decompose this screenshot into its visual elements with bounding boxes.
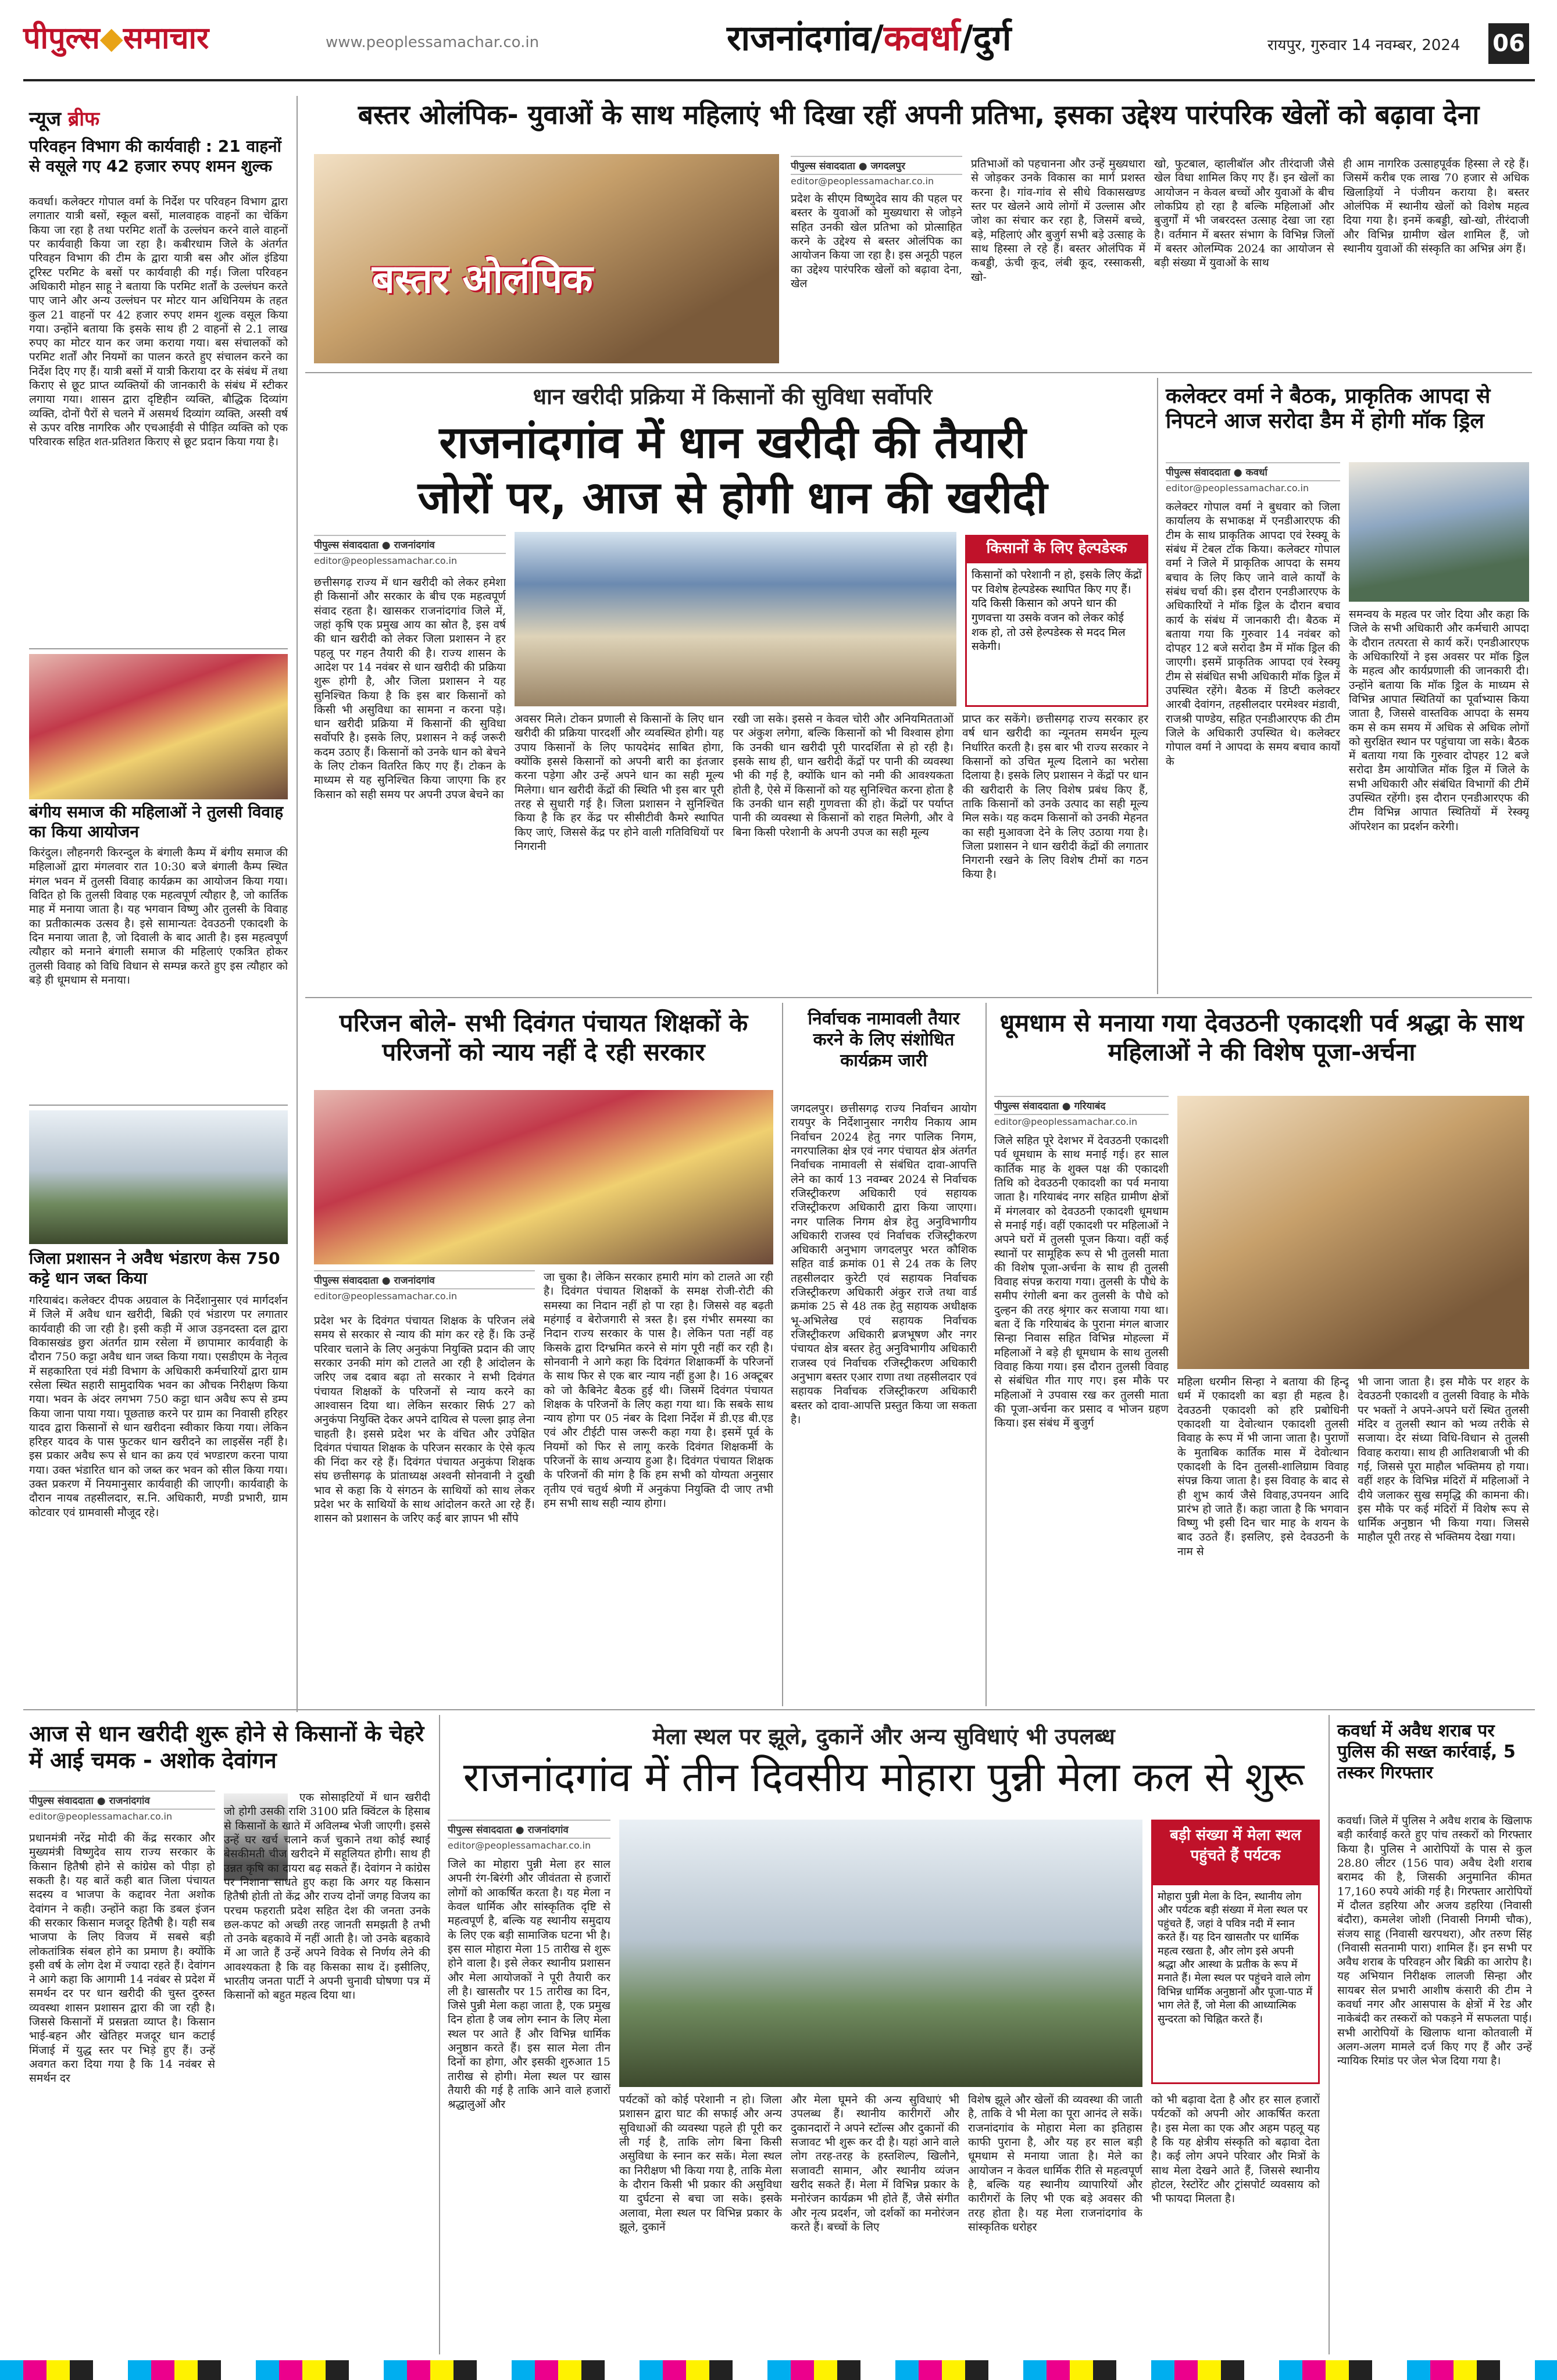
dhan-byline: पीपुल्स संवाददाता ● राजनांदगांव xyxy=(314,535,506,554)
mockdrill-email[interactable]: editor@peoplessamachar.co.in xyxy=(1166,483,1309,494)
story-transport-headline: परिवहन विभाग की कार्यवाही : 21 वाहनों से वसूले गए 42 हजार रुपए शमन शुल्क xyxy=(29,137,281,176)
ekadashi-col-2: महिला धरमीन सिन्हा ने बताया की हिन्दू धर्म में एकादशी का बड़ा ही महत्व है। देवउठनी एकादशी को हरि प्रबोधिनी एकादशी या देवोत्थान एकादशी तुलसी विवाह के रूप में भी जाना जाता है। पुराणों के मुताबिक कार्तिक मास में देवोत्थान एकादशी के दिन तुलसी-शालिग्राम विवाह संपन्न किया जाता है। इस विवाह के बाद से ही शुभ कार्य जैसे विवाह,उपनयन आदि प्रारंभ हो जाते हैं। कहा जाता है कि भगवान विष्णु भी इसी दिन चार माह के शयन के बाद उठते हैं। इसलिए, इसे देवउठनी के नाम से xyxy=(1177,1375,1349,1558)
bastar-byline: पीपुल्स संवाददाता ● जगदलपुर xyxy=(791,156,962,175)
ashok-col-left: प्रधानमंत्री नरेंद्र मोदी की केंद्र सरकार और मुख्यमंत्री विष्णुदेव साय राज्य सरकार के किसान हितैषी होने से कांग्रेस को पीड़ा हो सकती है। यह बातें कही बात जिला पंचायत सदस्य व भाजपा के कद्दावर नेता अशोक देवांगन ने कही। उन्होंने कहा कि डबल इंजन की सरकार किसान मजदूर हितैषी है। यही सब भाजपा के लिए विजय में सबसे बड़ी लोकतांत्रिक संबल होने का प्रमाण है। क्योंकि इसी वर्ष के लोग देश में ज्यादा रहते हैं। देवांगन ने आगे कहा कि आगामी 14 नवंबर से प्रदेश में समर्थन दर पर धान खरीदी की चुस्त दुरुस्त व्यवस्था शासन प्रशासन द्वारा की जा रही है। जिससे किसानों में प्रसन्नता व्याप्त है। किसान भाई-बहन और खेतिहर मजदूर धान कटाई मिंजाई में युद्ध स्तर पर भिड़े हुए हैं। उन्हें अवगत करा दिया गया है कि 14 नवंबर से समर्थन दर xyxy=(29,1832,215,2085)
nirvachan-headline: निर्वाचक नामावली तैयार करने के लिए संशोधित कार्यक्रम जारी xyxy=(808,1009,960,1071)
bastar-olympic-headline: बस्तर ओलंपिक- युवाओं के साथ महिलाएं भी दिखा रहीं अपनी प्रतिभा, इसका उद्देश्य पारंपरिक खेलों को बढ़ावा देना xyxy=(358,99,1480,130)
bastar-col-4: ही आम नागरिक उत्साहपूर्वक हिस्सा ले रहे हैं। जिसमें करीब एक लाख 70 हजार से अधिक खिलाड़ियों ने पंजीयन कराया है। बस्तर ओलंपिक में स्थानीय खेलों को विशेष महत्व दिया गया है। इनमें कबड्डी, खो-खो, तीरंदाजी और विभिन्न ग्रामीण खेल शामिल हैं, जो स्थानीय युवाओं की संस्कृति का अभिन्न अंग हैं। xyxy=(1343,158,1529,255)
mela-col-5: को भी बढ़ावा देता है और हर साल हजारों पर्यटकों को अपनी ओर आकर्षित करता है। इस मेला का एक और अहम पहलू यह है कि यह क्षेत्रीय संस्कृति को बढ़ावा देता है। कई लोग अपने परिवार और मित्रों के साथ मेला देखने आते हैं, जिससे स्थानीय होटल, रेस्टोरेंट और ट्रांसपोर्ट व्यवसाय को भी फायदा मिलता है। xyxy=(1151,2093,1320,2206)
dhan-kicker: धान खरीदी प्रक्रिया में किसानों की सुविधा सर्वोपरि xyxy=(533,384,933,409)
nirvachan-body: जगदलपुर। छत्तीसगढ़ राज्य निर्वाचन आयोग रायपुर के निर्देशानुसार नगरीय निकाय आम निर्वाचन 2024 हेतु नगर पालिक निगम, नगरपालिका क्षेत्र एवं नगर पंचायत क्षेत्र अंतर्गत निर्वाचक नामावली से संबंधित दावा-आपत्ति लेने का कार्य 13 नवम्बर 2024 से निर्वाचक रजिस्ट्रीकरण अधिकारी एवं सहायक रजिस्ट्रीकरण अधिकारी द्वारा किया जाएगा। नगर पालिक निगम क्षेत्र हेतु अनुविभागीय अधिकारी राजस्व एवं निर्वाचक रजिस्ट्रीकरण अधिकारी अनुभाग जगदलपुर भरत कौशिक सहित वार्ड क्रमांक 01 से 24 तक के लिए तहसीलदार कुरेटी एवं सहायक निर्वाचक रजिस्ट्रीकरण अधिकारी अंकुर राजे तथा वार्ड क्रमांक 25 से 48 तक हेतु सहायक अधीक्षक भू-अभिलेख एवं सहायक निर्वाचक रजिस्ट्रीकरण अधिकारी ब्रजभूषण और नगर पंचायत क्षेत्र बस्तर हेतु अनुविभागीय अधिकारी राजस्व एवं निर्वाचक रजिस्ट्रीकरण अधिकारी अनुभाग बस्तर एआर राणा तथा तहसीलदार एवं सहायक निर्वाचक रजिस्ट्रीकरण अधिकारी बस्तर को दावा-आपत्ति प्रस्तुत किया जा सकता है। xyxy=(791,1102,977,1426)
ekadashi-email[interactable]: editor@peoplessamachar.co.in xyxy=(994,1116,1138,1127)
mela-box-text: मोहारा पुन्नी मेला के दिन, स्थानीय लोग और पर्यटक बड़ी संख्या में मेला स्थल पर पहुंचते हैं, जहां वे पवित्र नदी में स्नान करते हैं। यह दिन खासतौर पर धार्मिक महत्व रखता है, और लोग इसे अपनी श्रद्धा और आस्था के प्रतीक के रूप में मनाते हैं। मेला स्थल पर पहुंचने वाले लोग विभिन्न धार्मिक अनुष्ठानों और पूजा-पाठ में भाग लेते हैं, जो मेला की आध्यात्मिक सुन्दरता को चिह्नित करते हैं। xyxy=(1151,1884,1320,2084)
paddy-seizure-photo xyxy=(29,1110,288,1244)
sharab-body: कवर्धा। जिले में पुलिस ने अवैध शराब के खिलाफ बड़ी कार्रवाई करते हुए पांच तस्करों को गिरफ्तार किया है। पुलिस ने आरोपियों के पास से कुल 28.80 लीटर (156 पाव) अवैध देशी शराब बरामद की है, जिसकी अनुमानित कीमत 17,160 रुपये आंकी गई है। गिरफ्तार आरोपियों में दौलत डहरिया और अजय डहरिया (निवासी बंदौरा), कमलेश जोशी (निवासी निगमी चौक), संजय साहू (निवासी खरपथरा), और तरुण सिंह (निवासी सतनामी पारा) शामिल हैं। इन सभी पर अवैध शराब के परिवहन और बिक्री का आरोप है। यह अभियान निरीक्षक लालजी सिन्हा और सायबर सेल प्रभारी आशीष कंसारी की टीम ने कवर्धा नगर और आसपास के क्षेत्रों में रेड और नाकेबंदी कर तस्करों को पकड़ने में सफलता पाई। सभी आरोपियों के खिलाफ थाना कोतवाली में अलग-अलग मामले दर्ज किए गए हैं और उन्हें न्यायिक रिमांड पर जेल भेज दिया गया है। xyxy=(1337,1814,1532,2068)
parijan-col-2: जा चुका है। लेकिन सरकार हमारी मांग को टालते आ रही है। दिवंगत पंचायत शिक्षकों के समक्ष रोजी-रोटी की समस्या का निदान नहीं हो पा रहा है। जिससे वह बढ़ती महंगाई व बेरोजगारी से त्रस्त है। इस गंभीर समस्या का निदान राज्य सरकार के पास है। लेकिन पता नहीं वह किसके द्वारा दिग्भ्रमित करने से मांग पूरी नहीं कर रही है। सोनवानी ने आगे कहा कि दिवंगत शिक्षाकर्मी के परिजनों के साथ फिर से एक बार न्याय नहीं हुआ है। 16 अक्टूबर को जो कैबिनेट बैठक हुई थी। जिसमें दिवंगत पंचायत शिक्षक के परिजनों के लिए कहा गया था। कि सबके साथ न्याय होगा पर 05 नंबर के दिशा निर्देश में डी.एड बी.एड एवं और टीईटी पास जरूरी कहा गया है। इसमें पूर्व के नियमों को फिर से लागू करके दिवंगत शिक्षकर्मी के परिजनों के साथ अन्याय हुआ है। दिवंगत पंचायत शिक्षक के परिजनों की मांग है कि हम सभी को योग्यता अनुसार तृतीय एवं चतुर्थ श्रेणी में अनुकंपा नियुक्ति दी जाए तभी हम सभी साथ सही न्याय होगा। xyxy=(544,1271,773,1510)
website-url[interactable]: www.peoplessamachar.co.in xyxy=(326,34,540,51)
ashok-byline: पीपुल्स संवाददाता ● राजनांदगांव xyxy=(29,1791,215,1810)
section-title: राजनांदगांव/कवर्धा/दुर्ग xyxy=(727,18,1012,59)
ekadashi-col-3: भी जाना जाता है। इस मौके पर शहर के देवउठनी एकादशी व तुलसी विवाह के मौके पर भक्तों ने अपने-अपने घरों स्थित तुलसी मंदिर व तुलसी स्थान को भव्य तरीके से सजाया। देर संध्या विधि-विधान से तुलसी विवाह कराया। साथ ही आतिशबाजी भी की गई, जिससे पूरा माहौल भक्तिमय हो गया। वहीं शहर के विभिन्न मंदिरों में महिलाओं ने दीये जलाकर सुख समृद्धि की कामना की। इस मौके पर कई मंदिरों में विशेष रूप से धार्मिक अनुष्ठान भी किया गया। जिससे माहौल पूरी तरह से भक्तिमय देखा गया। xyxy=(1358,1375,1529,1544)
dhan-col-1: छत्तीसगढ़ राज्य में धान खरीदी को लेकर हमेशा ही किसानों और सरकार के बीच एक महत्वपूर्ण संवाद रहता है। खासकर राजनांदगांव जिले में, जहां कृषि एक प्रमुख आय का स्रोत है, इस वर्ष की धान खरीदी को लेकर जिला प्रशासन ने हर पहलू पर गहन तैयारी की है। राज्य शासन के आदेश पर 14 नवंबर से धान खरीदी की प्रक्रिया शुरू होगी है, और जिला प्रशासन ने यह सुनिश्चित किया है कि इस बार किसानों को किसी भी असुविधा का सामना न करना पड़े। धान खरीदी प्रक्रिया में किसानों की सुविधा सर्वोपरि है। इसके लिए, प्रशासन ने कई जरूरी कदम उठाए हैं। किसानों को उनके धान को बेचने के लिए टोकन वितरित किए गए हैं। टोकन के माध्यम से यह सुनिश्चित किया जाएगा कि हर किसान को सही समय पर अपनी उपज बेचने का xyxy=(314,576,506,801)
mela-kicker: मेला स्थल पर झूले, दुकानें और अन्य सुविधाएं भी उपलब्ध xyxy=(652,1724,1115,1749)
bastar-col-1: प्रदेश के सीएम विष्णुदेव साय की पहल पर बस्तर के युवाओं को मुख्यधारा से जोड़ने सहित उनकी खेल प्रतिभा को प्रोत्साहित करने के उद्देश्य से बस्तर ओलंपिक का आयोजन किया जा रहा है। इस अनूठी पहल का उद्देश्य पारंपरिक खेलों को बढ़ावा देना, खेल xyxy=(791,192,962,290)
ekadashi-col-1: जिले सहित पूरे देशभर में देवउठनी एकादशी पर्व धूमधाम के साथ मनाई गई। हर साल कार्तिक माह के शुक्ल पक्ष की एकादशी तिथि को देवउठनी एकादशी का पर्व मनाया जाता है। गरियाबंद नगर सहित ग्रामीण क्षेत्रों में मंगलवार को देवउठनी एकादशी धूमधाम से मनाई गई। वहीं एकादशी पर महिलाओं ने अपने घरों में तुलसी पूजन किया। वहीं कई स्थानों पर सामूहिक रूप से भी तुलसी माता की विशेष पूजा-अर्चना के साथ ही तुलसी विवाह संपन्न कराया गया। तुलसी के पौधे के समीप रंगोली बना कर तुलसी के पौधे को दुल्हन की तरह श्रृंगार कर सजाया गया था। बता दें कि गरियाबंद के पुराना मंगल बाजार सिन्हा निवास सहित विभिन्न मोहल्ला में महिलाओं ने बड़े ही धूमधाम के साथ तुलसी विवाह किया गया। इस दौरान तुलसी विवाह से संबंधित गीत गाए गए। इस मौके पर महिलाओं ने उपवास रख कर तुलसी माता की पूजा-अर्चना कर प्रसाद व भोजन ग्रहण किया। इस संबंध में बुजुर्ग xyxy=(994,1134,1169,1430)
dhan-col-2: अवसर मिले। टोकन प्रणाली से किसानों के लिए धान खरीदी की प्रक्रिया पारदर्शी और व्यवस्थित होगी। यह उपाय किसानों के लिए फायदेमंद साबित होगा, क्योंकि इससे किसानों को अपनी बारी का इंतजार करना पड़ेगा और उन्हें अपने धान का सही मूल्य मिलेगा। धान खरीदी केंद्रों की स्थिति भी इस बार पूरी तरह से सुधारी गई है। जिला प्रशासन ने सुनिश्चित किया है कि हर केंद्र पर सीसीटीवी कैमरे स्थापित किए जाएं, जिससे केंद्र पर होने वाली गतिविधियों पर निगरानी xyxy=(515,713,724,853)
dhan-email[interactable]: editor@peoplessamachar.co.in xyxy=(314,555,458,566)
mockdrill-headline: कलेक्टर वर्मा ने बैठक, प्राकृतिक आपदा से निपटने आज सरोदा डैम में होगी मॉक ड्रिल xyxy=(1166,384,1491,434)
bastar-email[interactable]: editor@peoplessamachar.co.in xyxy=(791,176,934,187)
mela-col-1: जिले का मोहारा पुन्नी मेला हर साल अपनी रंग-बिरंगी और जीवंतता से हजारों लोगों को आकर्षित करता है। यह मेला न केवल धार्मिक और सांस्कृतिक दृष्टि से महत्वपूर्ण है, बल्कि यह स्थानीय समुदाय के लिए एक बड़ी सामाजिक घटना भी है। इस साल मोहारा मेला 15 तारीख से शुरू होने वाला है। इसे लेकर स्थानीय प्रशासन और मेला आयोजकों ने पूरी तैयारी कर ली है। खासतौर पर 15 तारीख का दिन, जिसे पुन्नी मेला कहा जाता है, एक प्रमुख दिन होता है जब लोग स्नान के लिए मेला स्थल पर आते हैं और विभिन्न धार्मिक अनुष्ठान करते हैं। इस साल मेला तीन दिनों का होगा, और इसकी शुरुआत 15 तारीख से होगी। मेला स्थल पर खास तैयारी की गई है ताकि आने वाले हजारों श्रद्धालुओं और xyxy=(448,1858,610,2111)
mela-col-3: और मेला घूमने की अन्य सुविधाएं भी उपलब्ध हैं। स्थानीय कारीगरों और दुकानदारों ने अपने स्टॉल्स और दुकानों की सजावट भी शुरू कर दी है। यहां आने वाले लोग तरह-तरह के हस्तशिल्प, खिलौने, सजावटी सामान, और स्थानीय व्यंजन खरीद सकते हैं। मेला में विभिन्न प्रकार के मनोरंजन कार्यक्रम भी होते हैं, जैसे संगीत और नृत्य प्रदर्शन, जो दर्शकों का मनोरंजन करते हैं। बच्चों के लिए xyxy=(791,2093,959,2234)
mela-fairground-photo xyxy=(619,1820,1142,2087)
mela-byline: पीपुल्स संवाददाता ● राजनांदगांव xyxy=(448,1820,610,1839)
newspaper-logo[interactable]: पीपुल्स◆समाचार xyxy=(23,21,209,56)
mela-email[interactable]: editor@peoplessamachar.co.in xyxy=(448,1840,591,1851)
sharab-headline: कवर्धा में अवैध शराब पर पुलिस की सख्त कार्रवाई, 5 तस्कर गिरफ्तार xyxy=(1337,1721,1516,1783)
dhan-col-3: रखी जा सके। इससे न केवल चोरी और अनियमितताओं पर अंकुश लगेगा, बल्कि किसानों को भी विश्वास होगा कि उनकी धान खरीदी पूरी पारदर्शिता से हो रही है। इसके साथ ही, धान खरीदी केंद्रों पर पानी की व्यवस्था भी की गई है, क्योंकि धान को नमी की आवश्यकता होती है, ऐसे में किसानों को यह सुनिश्चित करना होता है कि उनकी धान सही गुणवत्ता की हो। केंद्रों पर पर्याप्त पानी की व्यवस्था से किसानों को राहत मिलेगी, और वे बिना किसी परेशानी के अपनी उपज का सही मूल्य xyxy=(733,713,954,839)
parijan-headline: परिजन बोले- सभी दिवंगत पंचायत शिक्षकों के परिजनों को न्याय नहीं दे रही सरकार xyxy=(339,1009,748,1067)
ekadashi-byline: पीपुल्स संवाददाता ● गरियाबंद xyxy=(994,1096,1169,1115)
bastar-col-3: खो, फुटबाल, व्हालीबॉल और तीरंदाजी जैसे खेल विधा शामिल किए गए हैं। इन खेलों का आयोजन न केवल बच्चों और युवाओं के बीच लोकप्रिय हो रहा है बल्कि महिलाओं और बुजुर्गों में भी जबरदस्त उत्साह देखा जा रहा है। वर्तमान में बस्तर संभाग के विभिन्न जिलों में बस्तर ओलम्पिक 2024 का आयोजन से बड़ी संख्या में युवाओं के साथ xyxy=(1154,158,1334,270)
story-transport-body: कवर्धा। कलेक्टर गोपाल वर्मा के निर्देश पर परिवहन विभाग द्वारा लगातार यात्री बसों, स्कूल बसों, मालवाहक वाहनों का चेकिंग किया जा रहा है तथा परमिट शर्तों के उल्लंघन करने वाले वाहनों पर कार्यवाही किया जा रहा है। कबीरधाम जिले के अंतर्गत परिवहन विभाग की टीम के द्वारा यात्री बस और ऑल इंडिया टूरिस्ट परमिट के बसों पर कार्यवाही की गई। जिला परिवहन अधिकारी मोहन साहू ने बताया कि परमिट शर्तों के उल्लंघन करते पाए जाने और अन्य उल्लंघन पर मोटर यान अधिनियम के तहत कुल 21 वाहनों पर 42 हजार रुपए शमन शुल्क वसूल किया गया। उन्होंने बताया कि इसके साथ ही 2 वाहनों से 2.1 लाख रुपए का मोटर यान कर जमा कराया गया। बस संचालकों को परमिट शर्तों और नियमों का पालन करते हुए संचालन करने का निर्देश दिए गए हैं। यात्री बसों में यात्री किराया दर के संबंध में तथा किराए से छूट प्राप्त व्यक्तियों की जानकारी के संबंध में स्टीकर लगाया गया। शासन द्वारा दृष्टिहीन व्यक्ति, बौद्धिक दिव्यांग व्यक्ति, दोनों पैरों से चलने में असमर्थ दिव्यांग व्यक्ति, अस्सी वर्ष से ऊपर वरिष्ठ नागरिक और एचआईवी से पीड़ित व्यक्ति को एक परिवारक सहित शत-प्रतिशत किराए से छूट प्रदान किया गया है। xyxy=(29,195,288,449)
story-paddy-seizure-headline: जिला प्रशासन ने अवैध भंडारण केस 750 कट्टे धान जब्त किया xyxy=(29,1249,280,1288)
mockdrill-byline: पीपुल्स संवाददाता ● कवर्धा xyxy=(1166,462,1340,481)
ashok-headline: आज से धान खरीदी शुरू होने से किसानों के चेहरे में आई चमक - अशोक देवांगन xyxy=(29,1721,424,1773)
mockdrill-meeting-photo xyxy=(1349,462,1529,602)
helpdesk-box-title: किसानों के लिए हेल्पडेस्क xyxy=(965,535,1148,562)
mockdrill-col-1: कलेक्टर गोपाल वर्मा ने बुधवार को जिला कार्यालय के सभाकक्ष में एनडीआरएफ की टीम के साथ प्राकृतिक आपदा एवं रेस्क्यू के संबंध में टेबल टॉक किया। कलेक्टर गोपाल वर्मा ने जिले में प्राकृतिक आपदा के समय बचाव के लिए किए जाने वाले कार्यों के संबंध चर्चा की। इस दौरान एनडीआरएफ के अधिकारियों ने मॉक ड्रिल के दौरान बचाव कार्य के संबंध में जानकारी दी। बैठक में बताया गया कि गुरुवार 14 नवंबर को दोपहर 12 बजे सरोदा डैम में मॉक ड्रिल की जाएगी। इसमें प्राकृतिक आपदा एवं रेस्क्यू टीम से संबंधित सभी अधिकारी मॉक ड्रिल में उपस्थित रहेंगे। बैठक में डिप्टी कलेक्टर आरबी देवांगन, तहसीलदार परमेश्वर मंडावी, राजश्री पाण्डेय, सहित एनडीआरएफ की टीम जिले के अधिकारी उपस्थित थे। कलेक्टर गोपाल वर्मा ने आपदा के समय बचाव कार्यों के xyxy=(1166,501,1340,768)
dhan-col-4: प्राप्त कर सकेंगे। छत्तीसगढ़ राज्य सरकार हर वर्ष धान खरीदी का न्यूनतम समर्थन मूल्य निर्धारित करती है। इस बार भी राज्य सरकार ने किसानों को उचित मूल्य दिलाने का भरोसा दिलाया है। इसके लिए प्रशासन ने केंद्रों पर धान की खरीदारी के लिए विशेष प्रबंध किए हैं, ताकि किसानों को उनके उत्पाद का सही मूल्य मिल सके। यह कदम किसानों को उनकी मेहनत का सही मुआवजा देने के लिए उठाया गया है। जिला प्रशासन ने धान खरीदी केंद्रों की लगातार निगरानी रखने के लिए विशेष टीमों का गठन किया है। xyxy=(962,713,1148,881)
mela-col-4: विशेष झूले और खेलों की व्यवस्था की जाती है, ताकि वे भी मेला का पूरा आनंद ले सकें। राजनांदगांव के मोहारा मेला का इतिहास काफी पुराना है, और यह हर साल बड़ी धूमधाम से मनाया जाता है। मेले का आयोजन न केवल धार्मिक रीति से महत्वपूर्ण है, बल्कि यह स्थानीय व्यापारियों और कारीगरों के लिए भी एक बड़े अवसर की तरह होता है। यह मेला राजनांदगांव के सांस्कृतिक धरोहर xyxy=(968,2093,1142,2234)
tulsi-vivah-photo xyxy=(29,654,288,799)
ashok-col-right: एक सोसाइटियों में धान खरीदी जो होगी उसकी राशि 3100 प्रति क्विंटल के हिसाब से किसानों के खाते में अविलम्ब भेजी जाएगी। इससे उन्हें घर खर्च चलाने कर्ज चुकाने तथा कोई स्थाई बेसकीमती चीज खरीदने में सहूलियत होगी। साथ ही उन्नत कृषि का दायरा बढ़ सकते हैं। देवांगन ने कांग्रेस पर निशाना साधते हुए कहा कि अगर यह किसान हितैषी होती तो केंद्र और राज्य दोनों जगह विजय का परचम फहराती प्रदेश सहित देश की जनता उनके छल-कपट को अच्छी तरह जानती समझती है तभी तो उनके बहकावे में नहीं आती है। जो उनके बहकावे में आ जाते हैं उन्हें अपने विवेक से निर्णय लेने की आवश्यकता है कि वह किसका साथ दें। इसीलिए, भारतीय जनता पार्टी ने अपनी चुनावी घोषणा पत्र में किसानों को बहुत महत्व दिया था। xyxy=(224,1791,430,2002)
print-color-bar xyxy=(0,2360,1557,2380)
parijan-photo xyxy=(314,1090,773,1264)
mela-headline: राजनांदगांव में तीन दिवसीय मोहारा पुन्नी मेला कल से शुरू xyxy=(463,1753,1305,1801)
mela-box-title: बड़ी संख्या में मेला स्थल पहुंचते हैं पर्यटक xyxy=(1151,1820,1320,1884)
story-tulsi-headline: बंगीय समाज की महिलाओं ने तुलसी विवाह का किया आयोजन xyxy=(29,802,284,841)
issue-date: रायपुर, गुरुवार 14 नवम्बर, 2024 xyxy=(1267,37,1460,54)
parijan-col-1: प्रदेश भर के दिवंगत पंचायत शिक्षक के परिजन लंबे समय से सरकार से न्याय की मांग कर रहे हैं। कि उन्हें परिवार चलाने के लिए अनुकंपा नियुक्ति प्रदान की जाए सरकार उनकी मांग को टालते आ रही है आंदोलन के जरिए जब दबाव बढ़ा तो सरकार ने सभी दिवंगत पंचायत शिक्षकों के परिजनों से न्याय करने का आश्वासन दिया था। लेकिन सरकार सिर्फ 27 को अनुकंपा नियुक्ति देकर अपने दायित्व से पल्ला झाड़ लेना चाहती है। इससे प्रदेश भर के वंचित और उपेक्षित दिवंगत पंचायत शिक्षक के परिजन सरकार के ऐसे कृत्य की निंदा कर रहे हैं। दिवंगत पंचायत अनुकंपा शिक्षक संघ छत्तीसगढ़ के प्रांताध्यक्ष अश्वनी सोनवानी ने दुखी भाव से कहा कि ये संगठन के साथियों को साथ लेकर प्रदेश भर के साथियों के साथ आंदोलन करते आ रहे हैं। शासन को प्रशासन के जरिए कई बार ज्ञापन भी सौंपे xyxy=(314,1314,535,1525)
dhan-photo xyxy=(515,532,956,706)
parijan-byline: पीपुल्स संवाददाता ● राजनांदगांव xyxy=(314,1270,535,1289)
ekadashi-headline: धूमधाम से मनाया गया देवउठनी एकादशी पर्व श्रद्धा के साथ महिलाओं ने की विशेष पूजा-अर्चना xyxy=(999,1009,1524,1067)
news-brief-label: न्यूज ब्रीफ xyxy=(29,108,100,131)
helpdesk-box-text: किसानों को परेशानी न हो, इसके लिए केंद्रों पर विशेष हेल्पडेस्क स्थापित किए गए हैं। यदि किसी किसान को अपने धान की गुणवत्ता या उसके वजन को लेकर कोई शक हो, तो उसे हेल्पडेस्क से मदद मिल सकेगी। xyxy=(965,562,1148,707)
mela-col-2: पर्यटकों को कोई परेशानी न हो। जिला प्रशासन द्वारा घाट की सफाई और अन्य सुविधाओं की व्यवस्था पहले ही पूरी कर ली गई है, ताकि लोग बिना किसी असुविधा के स्नान कर सकें। मेला स्थल का निरीक्षण भी किया गया है, ताकि मेला के दौरान किसी भी प्रकार की असुविधा या दुर्घटना से बचा जा सके। इसके अलावा, मेला स्थल पर विभिन्न प्रकार के झूले, दुकानें xyxy=(619,2093,782,2234)
ekadashi-photo xyxy=(1177,1096,1529,1369)
bastar-olympic-overlay: बस्तर ओलंपिक xyxy=(372,256,593,302)
page-number: 06 xyxy=(1488,23,1529,64)
dhan-headline-line2: जोरों पर, आज से होगी धान की खरीदी xyxy=(417,471,1048,523)
dhan-headline-line1: राजनांदगांव में धान खरीदी की तैयारी xyxy=(439,416,1026,468)
story-tulsi-body: किरंदुल। लौहनगरी किरन्दुल के बंगाली कैम्प में बंगीय समाज की महिलाओं द्वारा मंगलवार रात 10:30 बजे बंगाली कैम्प स्थित मंगल भवन में तुलसी विवाह कार्यक्रम का आयोजन किया गया। विदित हो कि तुलसी विवाह एक महत्वपूर्ण त्यौहार है, जो कार्तिक माह में मनाया जाता है। यह भगवान विष्णु और तुलसी के विवाह का प्रतीकात्मक उत्सव है। इसे सामान्यतः देवउठनी एकादशी के दिन मनाया जाता है, जो दिवाली के बाद आती है। इस महत्वपूर्ण त्यौहार को मनाने बंगाली समाज की महिलाएं एकत्रित होकर तुलसी विवाह को विधि विधान से सम्पन्न करते हुए इस त्यौहार को बड़े ही धूमधाम से मनाया। xyxy=(29,846,288,987)
ashok-email[interactable]: editor@peoplessamachar.co.in xyxy=(29,1811,173,1822)
bastar-col-2: प्रतिभाओं को पहचानना और उन्हें मुख्यधारा से जोड़कर उनके विकास का मार्ग प्रशस्त करना है। गांव-गांव से सीधे विकासखण्ड स्तर पर खेलने आये लोगों में उल्लास और जोश का संचार कर रहा है, जिसमें बच्चे, बड़े, महिलाएं और बुजुर्ग सभी बड़े उत्साह के साथ हिस्सा ले रहे हैं। बस्तर ओलंपिक में कबड्डी, ऊंची कूद, लंबी कूद, रस्साकसी, खो- xyxy=(971,158,1145,284)
mockdrill-col-2: समन्वय के महत्व पर जोर दिया और कहा कि जिले के सभी अधिकारी और कर्मचारी आपदा के दौरान तत्परता से कार्य करें। एनडीआरएफ के अधिकारियों ने इस अवसर पर मॉक ड्रिल के महत्व और कार्यप्रणाली की जानकारी दी। उन्होंने बताया कि मॉक ड्रिल के माध्यम से विभिन्न आपात स्थितियों का पूर्वाभ्यास किया जाता है, जिससे वास्तविक आपदा के समय कम से कम समय में अधिक से अधिक लोगों को सुरक्षित स्थान पर पहुंचाया जा सके। बैठक में बताया गया कि गुरुवार दोपहर 12 बजे सरोदा डैम आयोजित मॉक ड्रिल में जिले के सभी अधिकारी और संबंधित विभागों की टीमें उपस्थित रहेंगी। इस दौरान एनडीआरएफ की टीम विभिन्न आपात स्थितियों में रेस्क्यू ऑपरेशन का प्रदर्शन करेगी। xyxy=(1349,608,1529,833)
story-paddy-seizure-body: गरियाबंद। कलेक्टर दीपक अग्रवाल के निर्देशानुसार एवं मार्गदर्शन में जिले में अवैध धान खरीदी, बिक्री एवं भंडारण पर लगातार कार्यवाही की जा रही है। इसी कड़ी में आज उड़नदस्ता दल द्वारा विकासखंड छुरा अंतर्गत ग्राम रसेला में छापामार कार्यवाही के दौरान 750 कट्टा अवैध धान जब्त किया गया। एसडीएम के नेतृत्व में सहकारिता एवं मंडी विभाग के अधिकारी कर्मचारियों द्वारा ग्राम रसेला स्थित सहारी सामुदायिक भवन का औचक निरीक्षण किया गया। भवन के अंदर लगभग 750 कट्टा धान अवैध रूप से डम्प किया जाना पाया गया। पूछताछ करने पर ग्राम का निवासी हरिहर यादव द्वारा किसानों से धान खरीदना स्वीकार किया गया। लेकिन हरिहर यादव के पास फुटकर धान खरीदने का लाइसेंस नहीं है। इस प्रकार अवैध रूप से धान का क्रय एवं भण्डारण करना पाया गया। उक्त भंडारित धान को जब्त कर भवन को सील किया गया। उक्त प्रकरण में नियमानुसार कार्यवाही की जाएगी। कार्यवाही के दौरान नायब तहसीलदार, स.नि. अधिकारी, मण्डी प्रभारी, ग्राम कोटवार एवं ग्रामवासी मौजूद रहे। xyxy=(29,1294,288,1519)
parijan-email[interactable]: editor@peoplessamachar.co.in xyxy=(314,1291,458,1302)
